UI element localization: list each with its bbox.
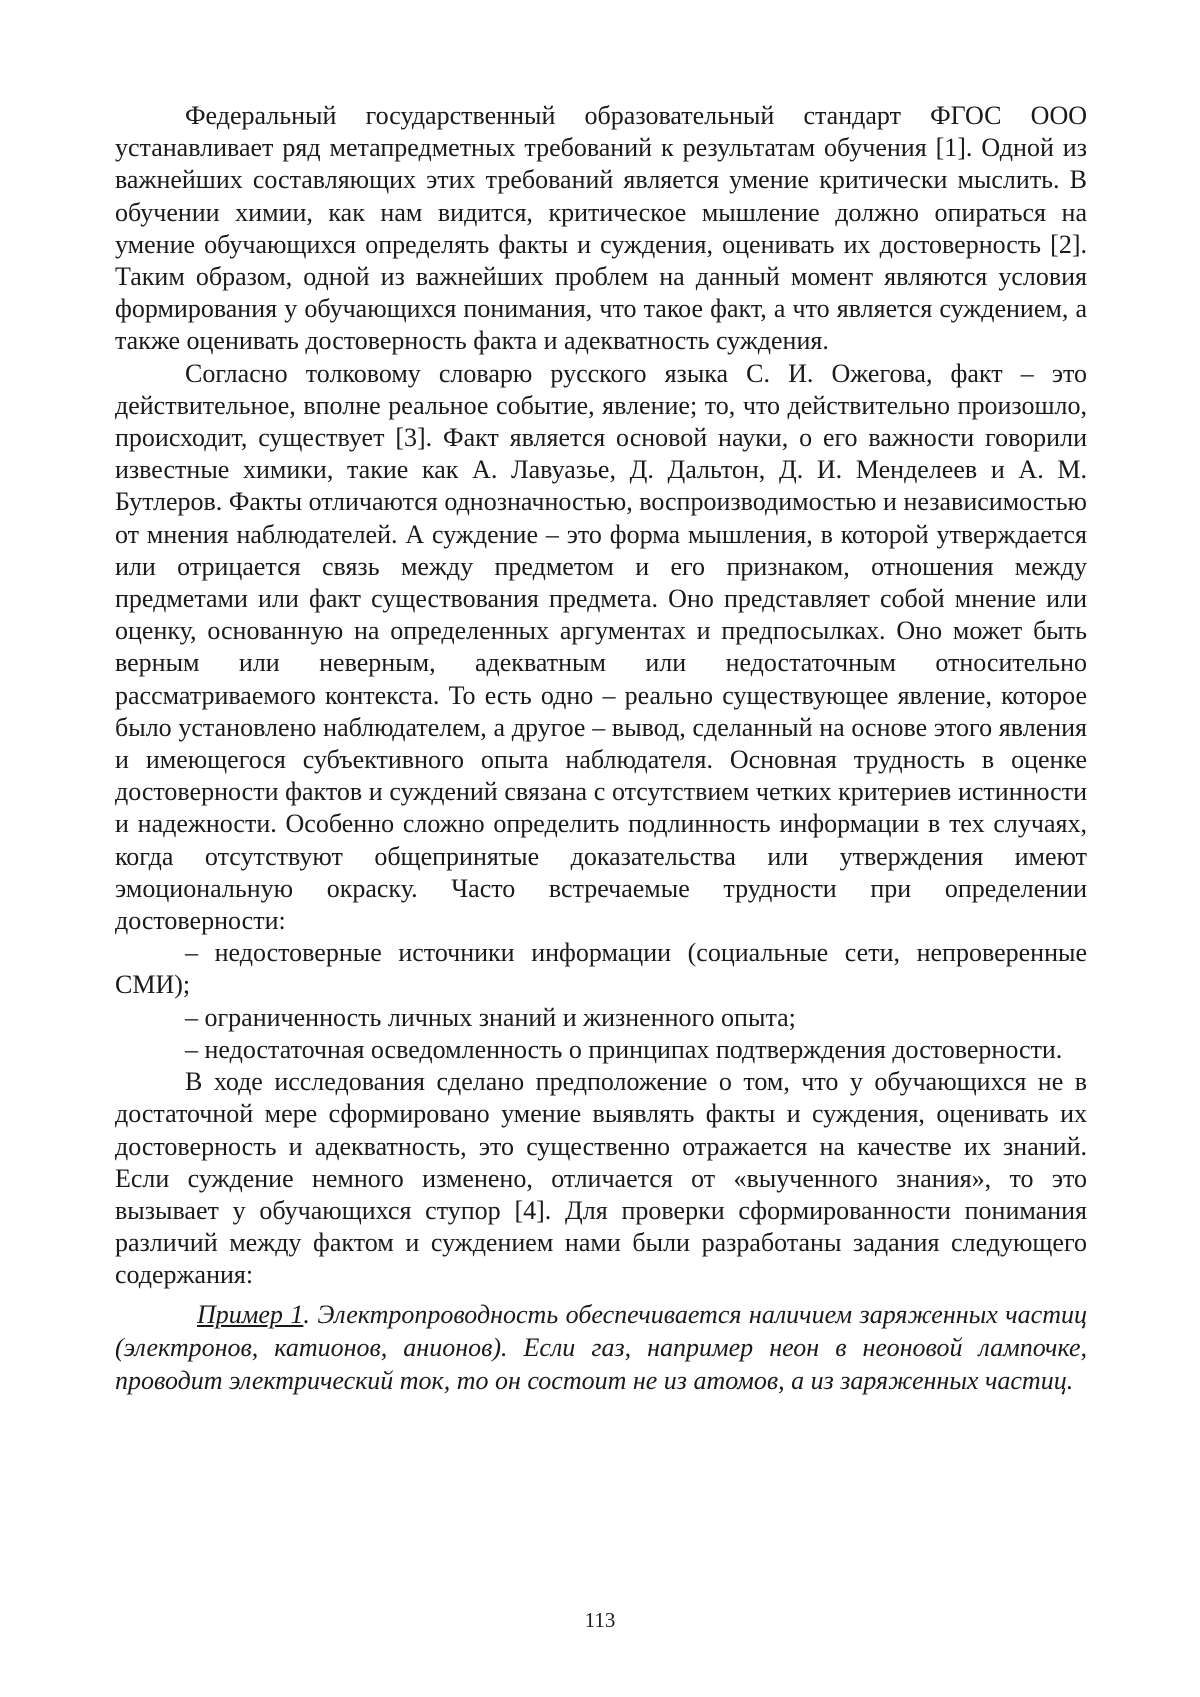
list-item-insufficient-awareness: – недостаточная осведомленность о принципах подтверждения достоверности. (185, 1034, 1063, 1064)
paragraph-fgos: Федеральный государственный образовательный стандарт ФГОС ООО устанавливает ряд метапредметных требований к результатам обучения [1]. Одной из важнейших составляющих этих требований является умение критически мыслить. В обучении химии, как нам видится, критическое мышление должно опираться на умение обучающихся определять факты и суждения, оценивать их достоверность [2]. Таким образом, одной из важнейших проблем на данный момент являются условия формирования у обучающихся понимания, что такое факт, а что является суждением, а также оценивать достоверность факта и адекватность суждения. (115, 101, 1087, 356)
paragraph-research-assumption: В ходе исследования сделано предположение о том, что у обучающихся не в достаточной мере сформировано умение выявлять факты и суждения, оценивать их достоверность и адекватность, это существенно отражается на качестве их знаний. Если суждение немного изменено, отличается от «выученного знания», то это вызывает у обучающихся ступор [4]. Для проверки сформированности понимания различий между фактом и суждением нами были разработаны задания следующего содержания: (115, 1067, 1087, 1290)
list-item-limited-knowledge: – ограниченность личных знаний и жизненного опыта; (185, 1002, 796, 1032)
document-body (115, 100, 1087, 1397)
paragraph-fact-definition: Согласно толковому словарю русского языка С. И. Ожегова, факт – это действительное, вполне реальное событие, явление; то, что действительно произошло, происходит, существует [3]. Факт является основой науки, о его важности говорили известные химики, такие как А. Лавуазье, Д. Дальтон, Д. И. Менделеев и А. М. Бутлеров. Факты отличаются однозначностью, воспроизводимостью и независимостью от мнения наблюдателей. А суждение – это форма мышления, в которой утверждается или отрицается связь между предметом и его признаком, отношения между предметами или факт существования предмета. Оно представляет собой мнение или оценку, основанную на определенных аргументах и предпосылках. Оно может быть верным или неверным, адекватным или недостаточным относительно рассматриваемого контекста. То есть одно – реально существующее явление, которое было установлено наблюдателем, а другое – вывод, сделанный на основе этого явления и имеющегося субъективного опыта наблюдателя. Основная трудность в оценке достоверности фактов и суждений связана с отсутствием четких критериев истинности и надежности. Особенно сложно определить подлинность информации в тех случаях, когда отсутствуют общепринятые доказательства или утверждения имеют эмоциональную окраску. Часто встречаемые трудности при определении достоверности: (115, 358, 1087, 936)
example-label: Пример 1 (197, 1299, 304, 1329)
list-item-unreliable-sources: – недостоверные источники информации (социальные сети, непроверенные СМИ); (115, 938, 1087, 1000)
example-1 (115, 1298, 1087, 1397)
page-number: 113 (584, 1608, 616, 1632)
example-text: . Электропроводность обеспечивается наличием заряженных частиц (электронов, катионов, анионов). Если газ, например неон в неоновой лампочке, проводит электрический ток, то он состоит не из атомов, а из заряженных частиц. (115, 1299, 1087, 1395)
